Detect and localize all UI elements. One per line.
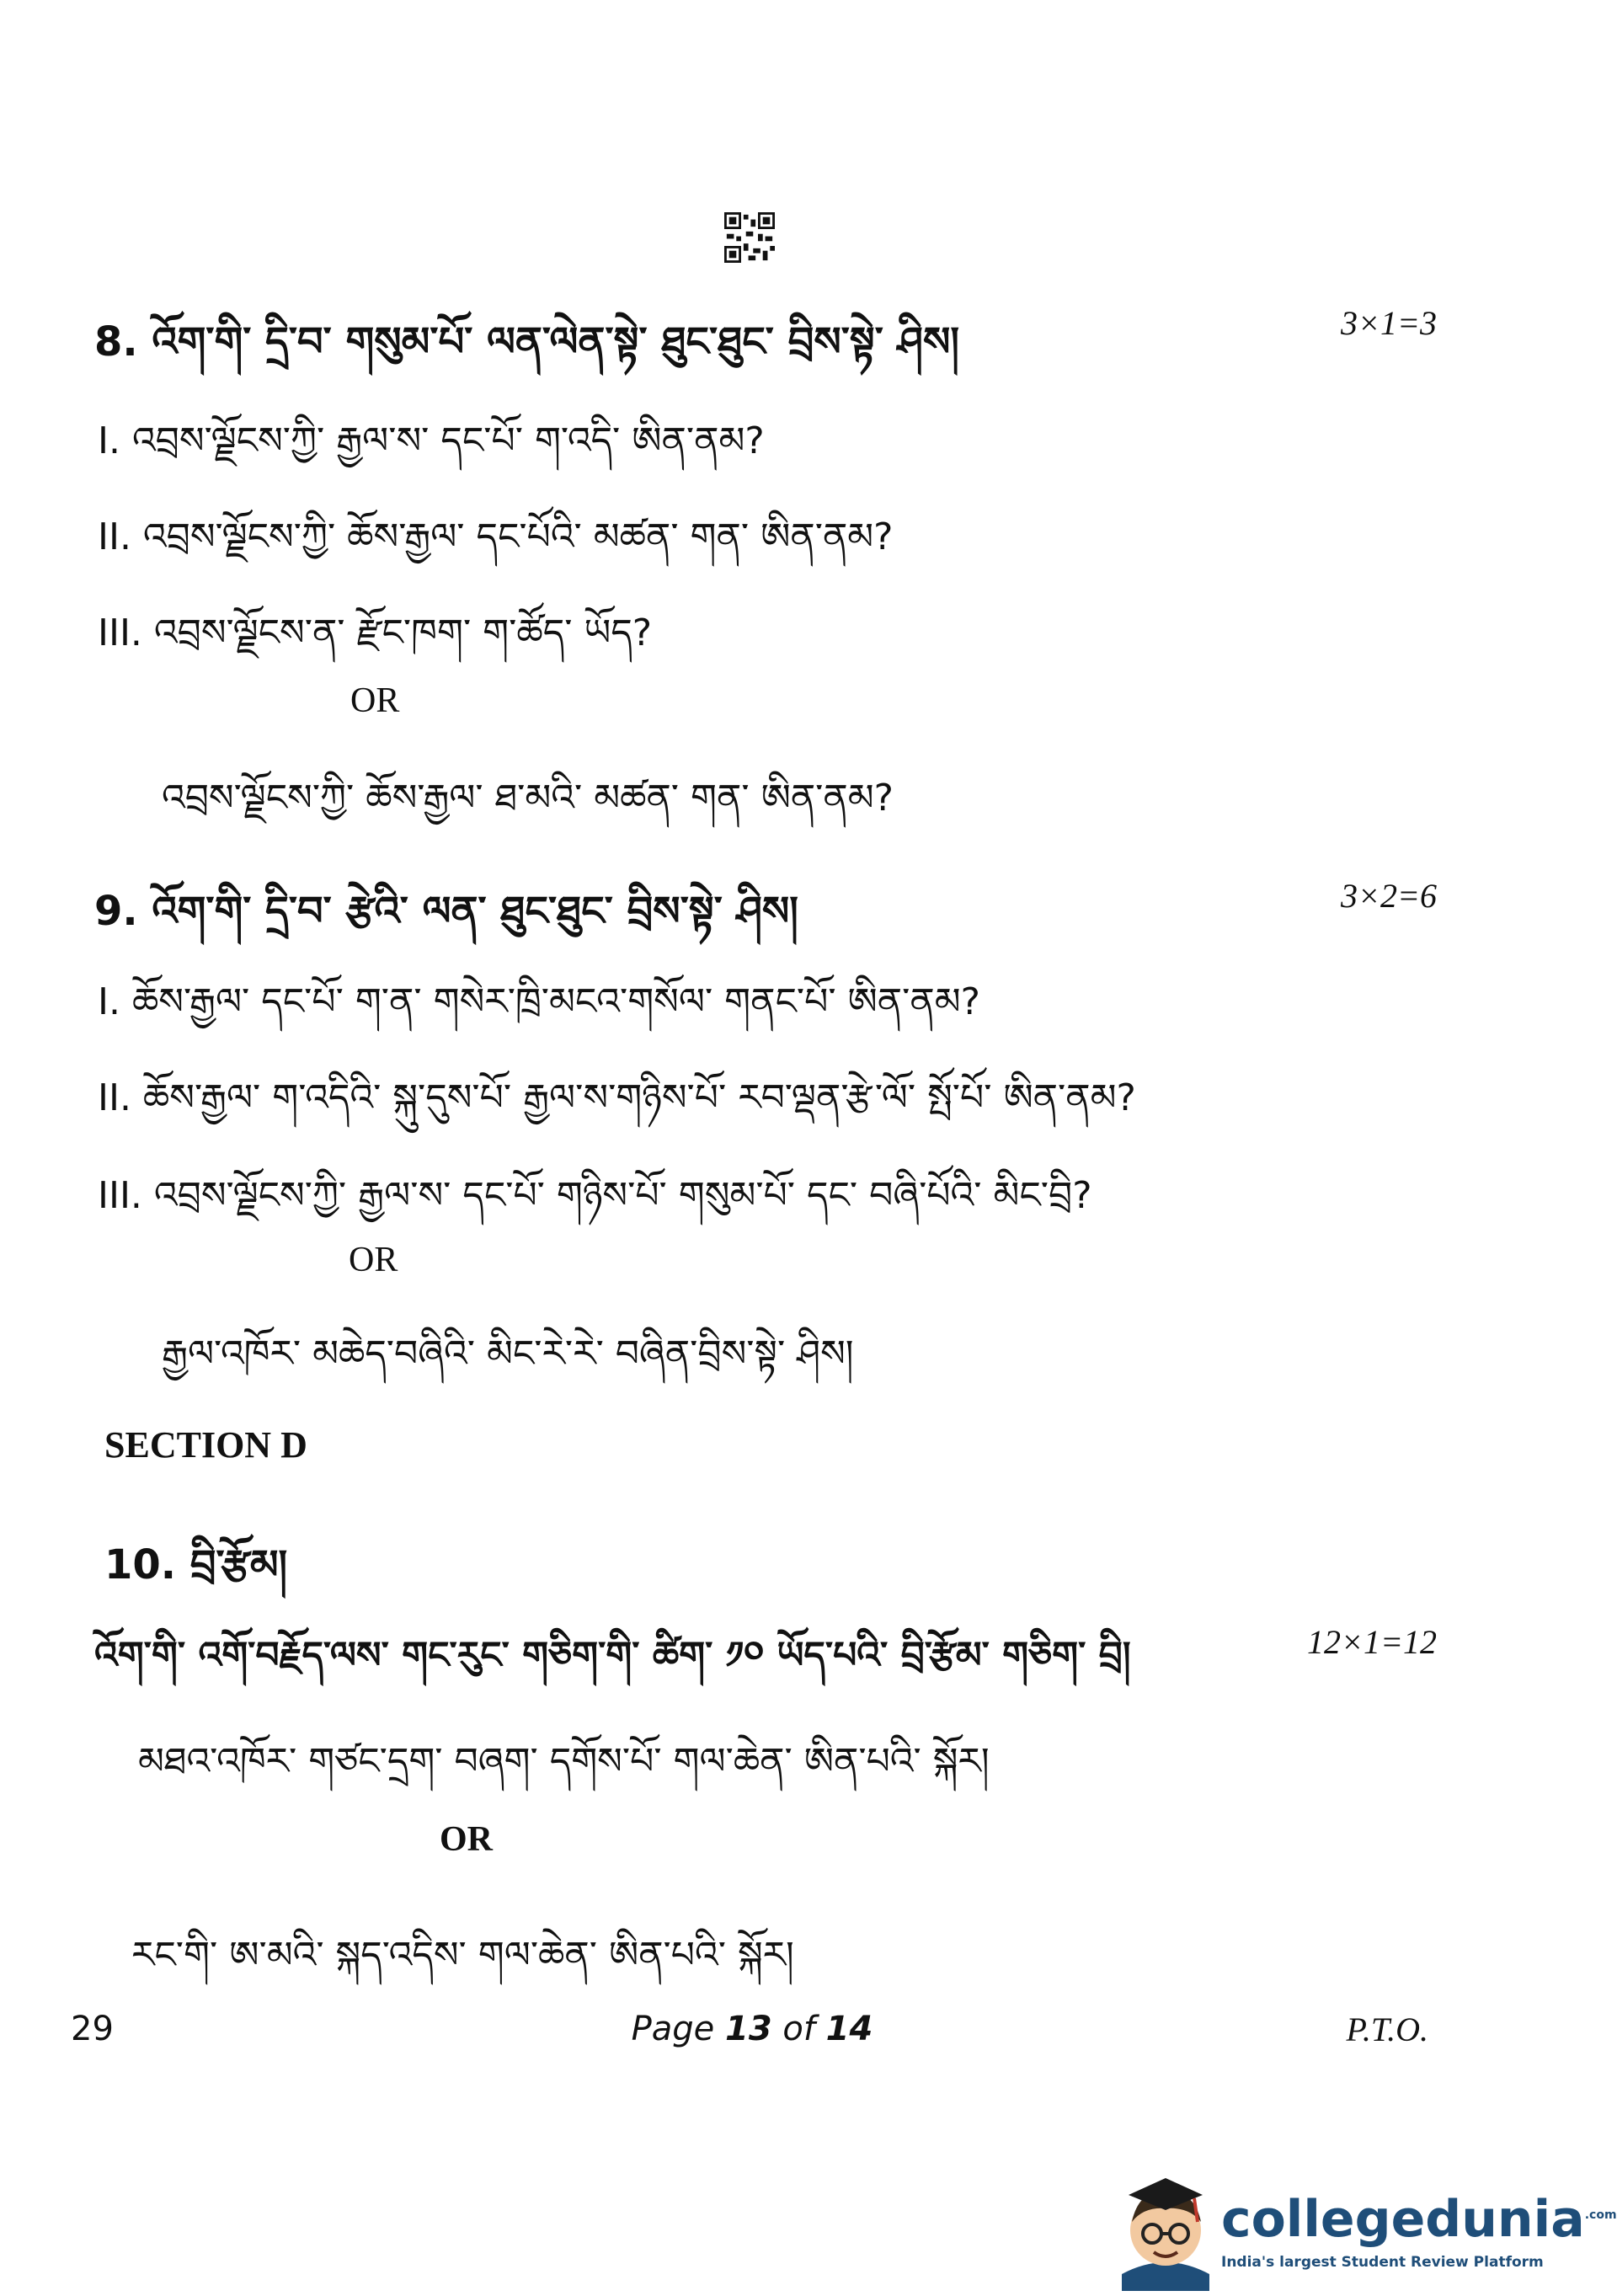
q10-instruction: འོག་གི་ འགོ་བརྗོད་ལས་ གང་རུང་ གཅིག་གི་ ཚིག་ ༡༠ ཡོད་པའི་ བྲི་རྩོམ་ གཅིག་ བྲི།: [94, 1634, 1131, 1677]
q8-marks: 3×1=3: [1341, 304, 1437, 342]
q10-topic-1: མཐའ་འཁོར་ གཙང་དྲག་ བཞག་ དགོས་པོ་ གལ་ཆེན་ ཨིན་པའི་ སྐོར།: [138, 1740, 990, 1783]
q9-heading: 9. འོག་གི་ དྲི་བ་ རྩེའི་ ལན་ ཐུང་ཐུང་ བྲིས་སྟེ་ ཤིས།: [94, 888, 798, 935]
q9-or-label: OR: [349, 1241, 398, 1279]
paper-code: 29: [71, 2010, 114, 2048]
q8-or-label: OR: [350, 681, 400, 720]
page-prefix: Page: [631, 2010, 726, 2048]
q9-item-3: III. འབྲས་ལྗོངས་ཀྱི་ རྒྱལ་ས་ དང་པོ་ གཉིས་པོ་ གསུམ་པོ་ དང་ བཞི་པོའི་ མིང་བྲི?: [98, 1174, 1092, 1217]
q8-item-1: I. འབྲས་ལྗོངས་ཀྱི་ རྒྱལ་ས་ དང་པོ་ ག་འདི་ ཨིན་ནམ?: [98, 419, 765, 462]
q9-item-2: II. ཆོས་རྒྱལ་ ག་འདིའི་ སྐུ་དུས་པོ་ རྒྱལ་ས་གཉིས་པོ་ རབ་ལྡན་རྩེ་ལོ་ སྤོ་པོ་ ཨིན་ནམ?: [98, 1076, 1136, 1119]
brand-superscript: .com: [1584, 2208, 1617, 2222]
page-total: 14: [825, 2010, 873, 2048]
q10-heading: 10. བྲི་རྩོམ།: [104, 1541, 288, 1589]
brand-tagline: India's largest Student Review Platform: [1221, 2254, 1544, 2271]
q8-heading: 8. འོག་གི་ དྲི་བ་ གསུམ་པོ་ ལན་ལེན་སྟེ་ ཐུང་ཐུང་ བྲིས་སྟེ་ ཤིས།: [94, 318, 959, 366]
q8-alternative: འབྲས་ལྗོངས་ཀྱི་ ཆོས་རྒྱལ་ ཐ་མའི་ མཚན་ གན་ ཨིན་ནམ?: [162, 777, 894, 820]
pto-label: P.T.O.: [1346, 2010, 1428, 2048]
page-of: of: [771, 2010, 826, 2048]
q9-marks: 3×2=6: [1341, 877, 1437, 915]
collegedunia-watermark: [1113, 2173, 1617, 2291]
page-indicator: [0, 2010, 1504, 2048]
brand-name: collegedunia$^{.com}$: [1221, 2190, 1617, 2249]
q10-topic-2: རང་གི་ ཨ་མའི་ སྐད་འདིས་ གལ་ཆེན་ ཨིན་པའི་ སྐོར།: [131, 1934, 794, 1977]
qr-code-icon: [724, 212, 775, 263]
q10-marks: 12×1=12: [1307, 1623, 1437, 1661]
student-mascot-icon: [1113, 2173, 1218, 2291]
q10-or-label: OR: [440, 1820, 493, 1859]
q9-item-1: I. ཆོས་རྒྱལ་ དང་པོ་ ག་ན་ གསེར་ཁྲི་མངའ་གསོལ་ གནང་པོ་ ཨིན་ནམ?: [98, 980, 980, 1023]
page-current: 13: [725, 2010, 772, 2048]
q8-item-2: II. འབྲས་ལྗོངས་ཀྱི་ ཆོས་རྒྱལ་ དང་པོའི་ མཚན་ གན་ ཨིན་ནམ?: [98, 515, 894, 558]
section-d-heading: SECTION D: [104, 1424, 307, 1466]
q8-item-3: III. འབྲས་ལྗོངས་ན་ རྫོང་ཁག་ ག་ཚོད་ ཡོད?: [98, 611, 653, 654]
q9-alternative: རྒྱལ་འཁོར་ མཆེད་བཞིའི་ མིང་རེ་རེ་ བཞིན་བྲིས་སྟེ་ ཤིས།: [162, 1332, 854, 1375]
